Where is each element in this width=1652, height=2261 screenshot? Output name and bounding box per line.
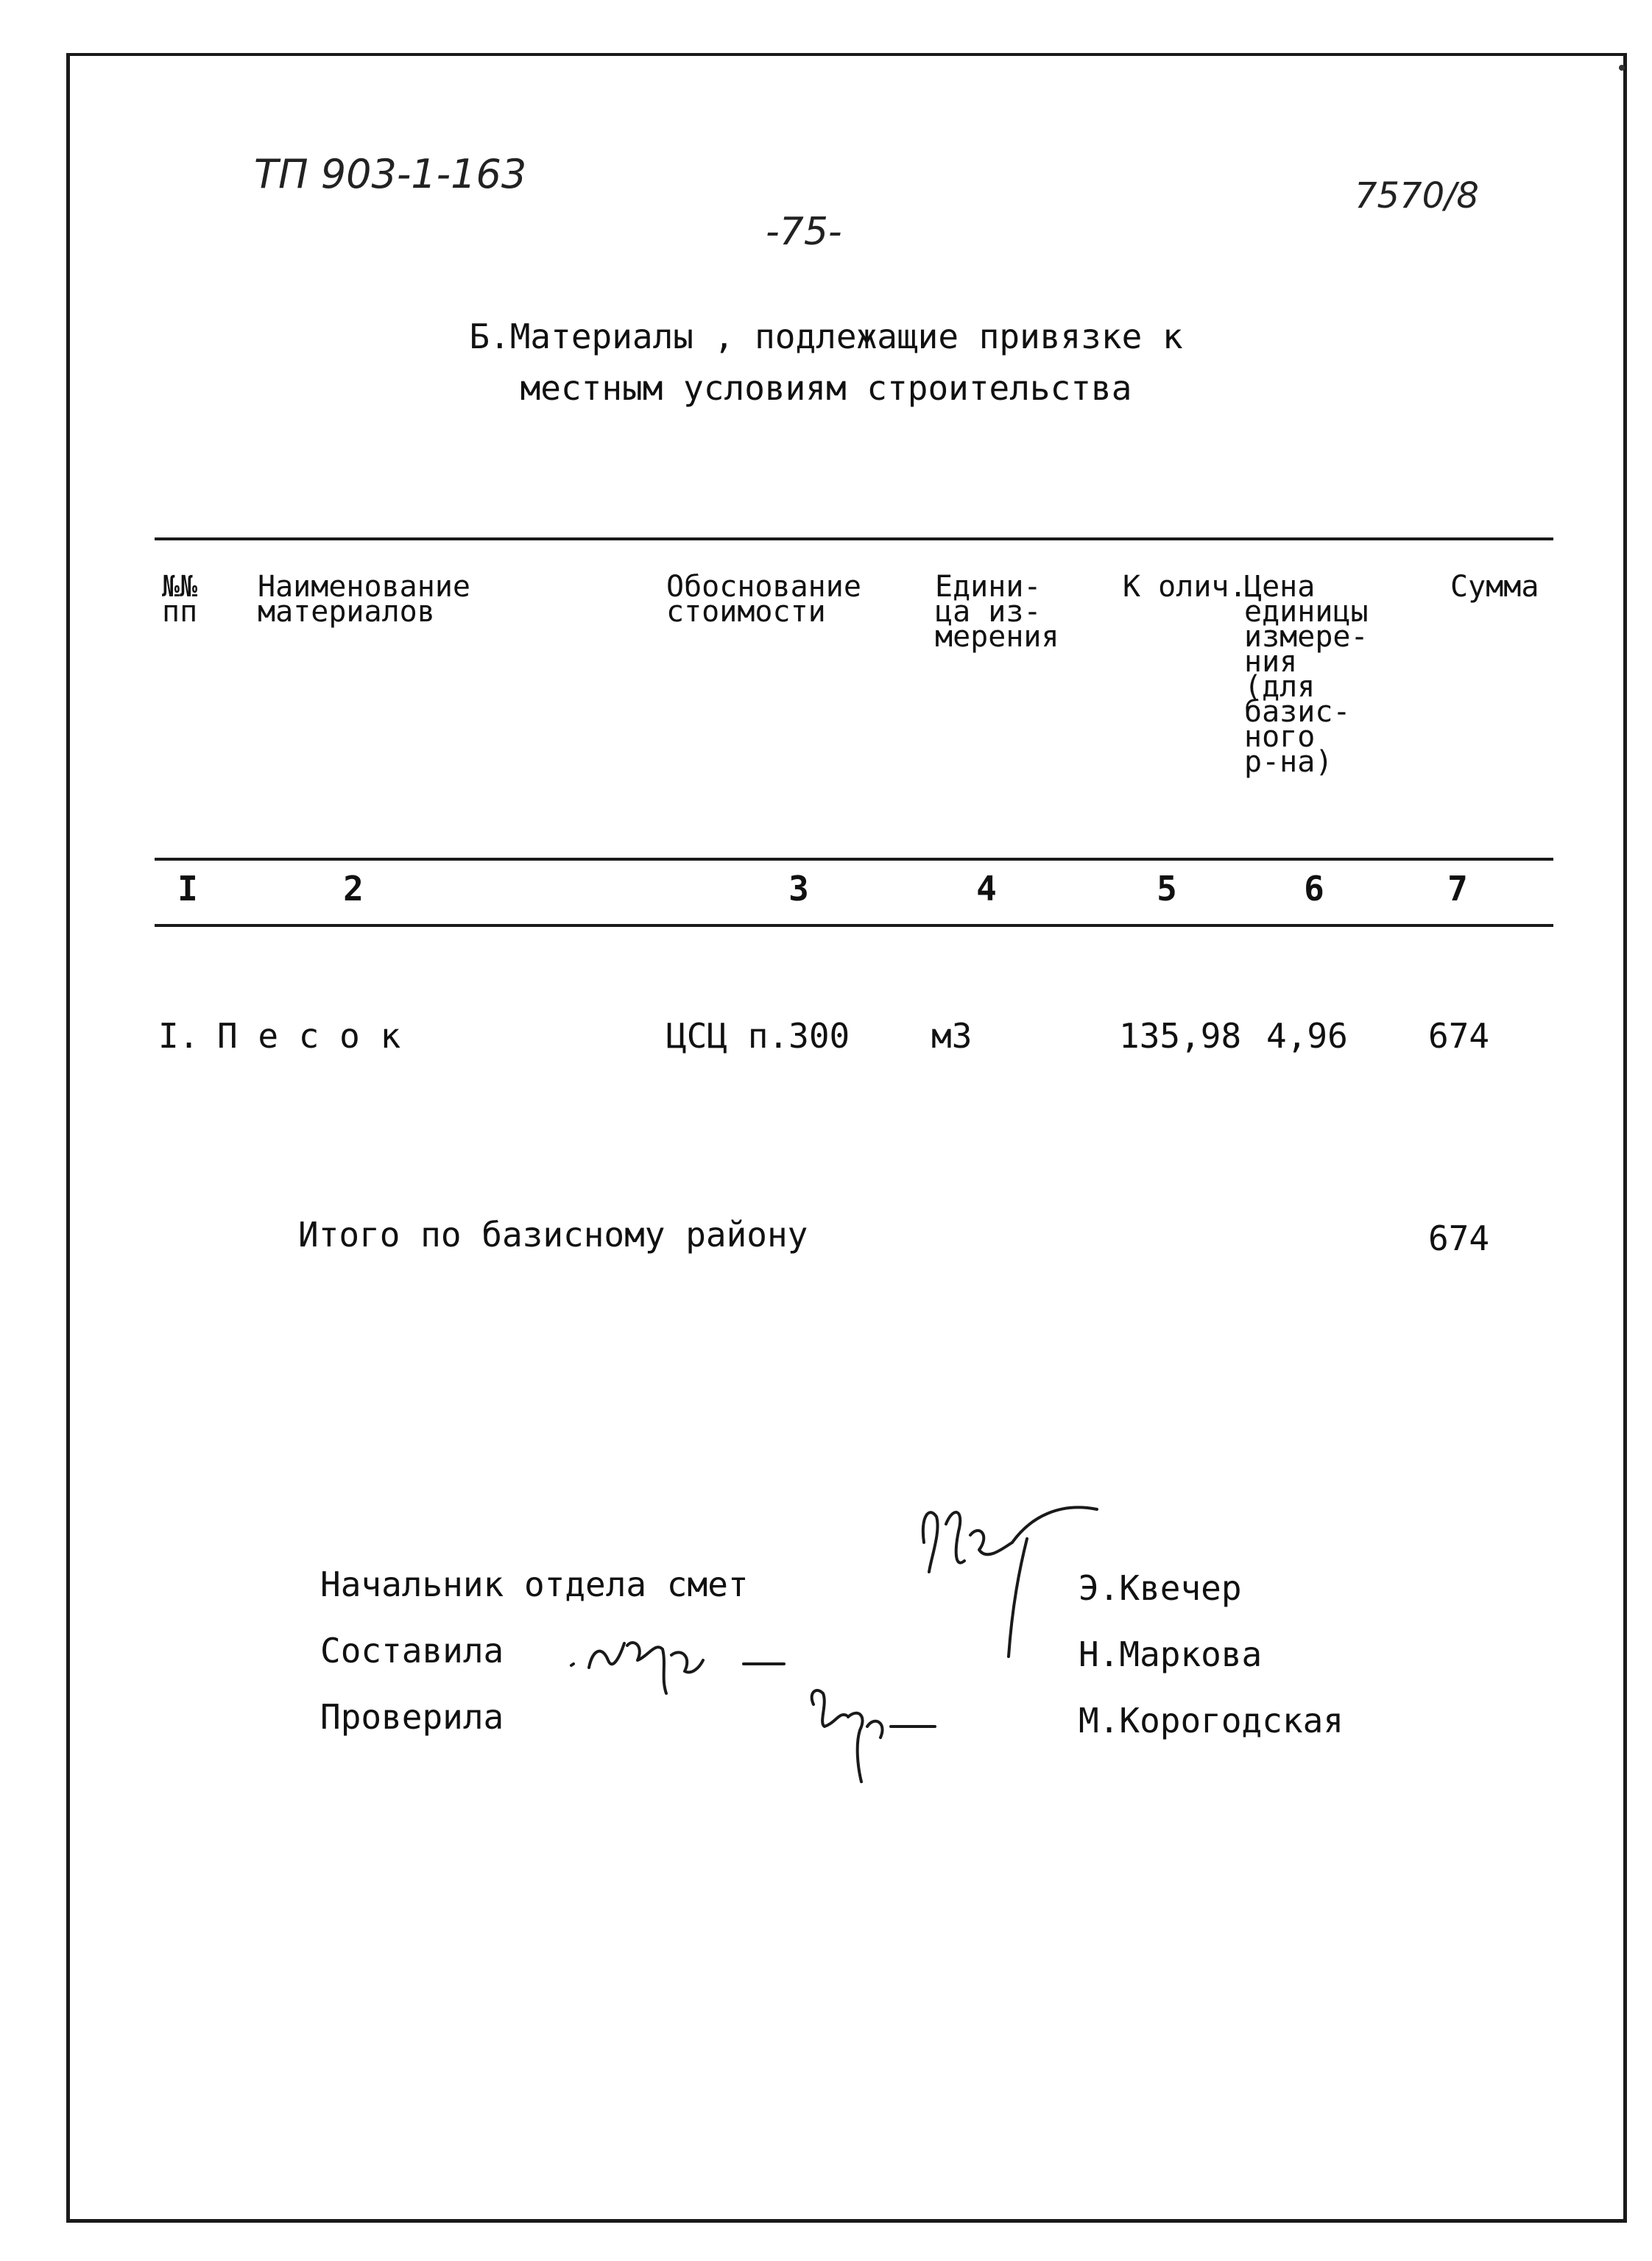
col-number-2: 2	[343, 869, 364, 909]
row-unit: м3	[931, 1016, 973, 1056]
row-material-name: П е с о к	[217, 1016, 401, 1056]
col-number-3: 3	[788, 869, 809, 909]
col-header-price: Цена единицы измере- ния (для базис- ного р-на)	[1244, 570, 1369, 779]
row-price: 4,96	[1266, 1016, 1348, 1056]
page-number: -75-	[766, 210, 842, 254]
col-number-6: 6	[1304, 869, 1324, 909]
col-number-4: 4	[976, 869, 997, 909]
signature-name-checked: М.Корогодская	[1079, 1701, 1344, 1740]
col-number-5: 5	[1157, 869, 1177, 909]
sheet-ref: 7570/8	[1355, 175, 1479, 216]
row-sum: 674	[1428, 1016, 1490, 1056]
col-number-7: 7	[1447, 869, 1468, 909]
signature-role-compiled: Составила	[320, 1631, 504, 1671]
signature-name-head: Э.Квечер	[1079, 1568, 1242, 1608]
col-header-qty: К олич.	[1123, 570, 1247, 604]
row-quantity: 135,98	[1119, 1016, 1242, 1056]
signature-name-compiled: Н.Маркова	[1079, 1634, 1263, 1674]
col-header-unit: Едини- ца из- мерения	[935, 570, 1059, 654]
total-label: Итого по базисному району	[298, 1215, 808, 1255]
total-value: 674	[1428, 1218, 1490, 1258]
col-header-number: №№ пп	[162, 570, 198, 629]
col-number-1: I	[177, 869, 198, 909]
col-header-sum: Сумма	[1450, 570, 1539, 604]
row-basis: ЦСЦ п.300	[666, 1016, 850, 1056]
signature-role-checked: Проверила	[320, 1697, 504, 1737]
col-header-basis: Обоснование стоимости	[666, 570, 861, 629]
col-header-name: Наименование материалов	[258, 570, 470, 629]
row-number: I.	[158, 1016, 200, 1056]
doc-code: ТП 903-1-163	[254, 151, 527, 197]
signature-role-head: Начальник отдела смет	[320, 1565, 749, 1604]
section-title-line2: местным условиям строительства	[520, 368, 1132, 408]
section-title-line1: Б.Материалы , подлежащие привязке к	[469, 317, 1183, 356]
